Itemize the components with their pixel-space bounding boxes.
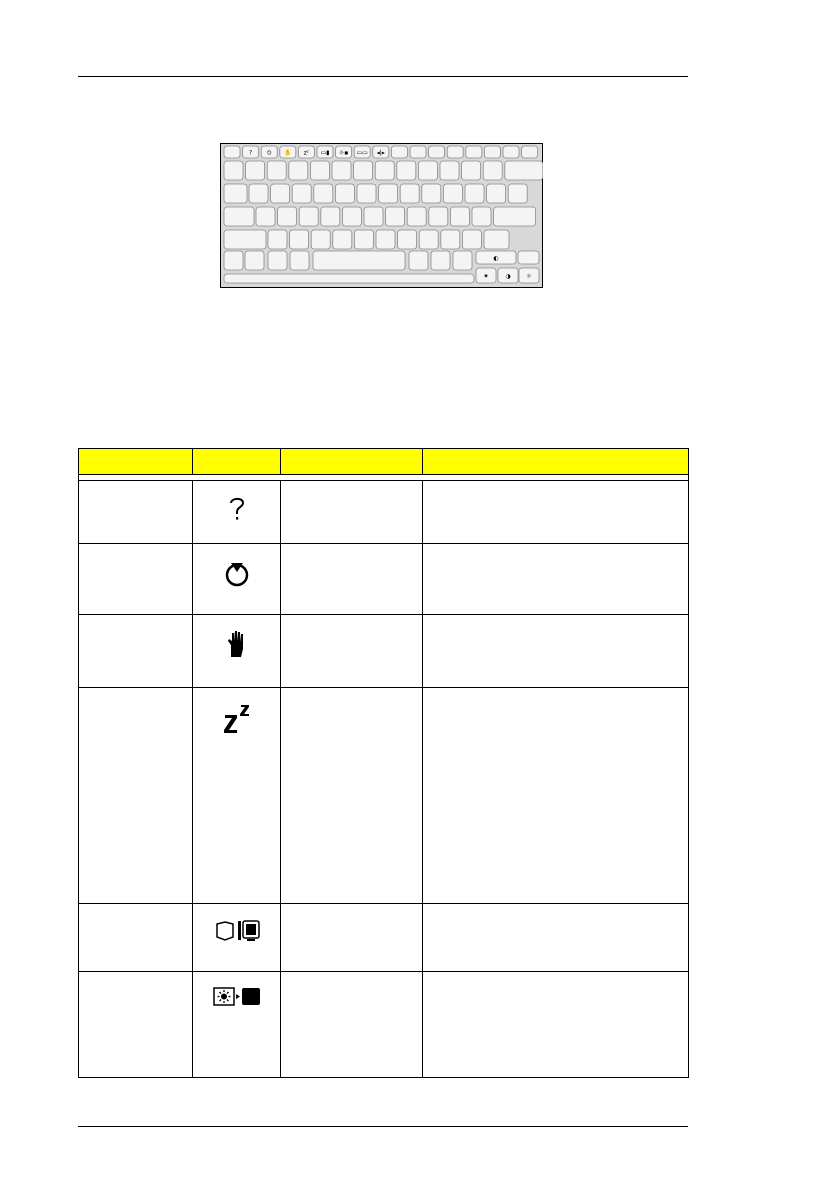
keyboard-key (224, 207, 254, 226)
keyboard-key (224, 251, 243, 270)
key-label: ✋ (284, 149, 292, 157)
keyboard-key (429, 207, 448, 226)
keyboard-key (290, 251, 309, 270)
keyboard-key (354, 230, 373, 249)
icon-cell (193, 615, 281, 688)
feature-cell (281, 904, 423, 972)
icon-cell (193, 481, 281, 544)
keyboard-key (429, 146, 445, 158)
keyboard-key (494, 207, 536, 226)
keyboard-key (484, 230, 509, 249)
keyboard-key (267, 161, 286, 180)
hotkey-cell (79, 544, 193, 615)
keyboard-key (310, 161, 329, 180)
screen-blank-icon (213, 986, 261, 1013)
keyboard-key (256, 207, 275, 226)
hotkey-cell (79, 904, 193, 972)
feature-cell (281, 481, 423, 544)
keyboard-key (410, 146, 426, 158)
hotkey-cell (79, 615, 193, 688)
keyboard-key (249, 184, 268, 203)
keyboard-key (422, 184, 441, 203)
description-cell (423, 481, 689, 544)
keyboard-key (503, 146, 519, 158)
header-cell (193, 449, 281, 475)
keyboard-key (332, 161, 351, 180)
keyboard-key (224, 146, 240, 158)
keyboard-key (278, 207, 297, 226)
header-cell (423, 449, 689, 475)
keyboard-key (364, 207, 383, 226)
key-label: ? (249, 149, 253, 157)
keyboard-key (391, 146, 407, 158)
key-label: ◑ (505, 273, 511, 280)
keyboard-key (289, 161, 308, 180)
keyboard-key (440, 161, 459, 180)
keyboard-key (447, 146, 463, 158)
table-row (79, 615, 689, 688)
keyboard-key (472, 207, 491, 226)
keyboard-figure (220, 143, 543, 288)
table-row (79, 904, 689, 972)
keyboard-key (299, 207, 318, 226)
keyboard-key (386, 207, 405, 226)
keyboard-key (357, 184, 376, 203)
keyboard-key (441, 230, 460, 249)
key-label: zᶻ (303, 149, 310, 157)
help-question-icon (227, 495, 247, 528)
keyboard-key (333, 230, 352, 249)
keyboard-key (224, 274, 474, 283)
keyboard-key (522, 146, 538, 158)
key-label: ☼▪ (338, 149, 349, 157)
keyboard-key (342, 207, 361, 226)
keyboard-key (419, 230, 438, 249)
icon-cell (193, 972, 281, 1078)
table-header-row (79, 449, 689, 475)
keyboard-key (505, 161, 543, 180)
description-cell (423, 615, 689, 688)
feature-cell (281, 615, 423, 688)
hotkey-cell (79, 481, 193, 544)
keyboard-key (271, 184, 290, 203)
description-cell (423, 544, 689, 615)
footer-rule (78, 1126, 688, 1127)
keyboard-key (246, 161, 265, 180)
keyboard-key (379, 184, 398, 203)
keyboard-key (292, 184, 311, 203)
keyboard-key (483, 161, 502, 180)
table-row (79, 688, 689, 904)
key-label: ✷ (483, 273, 489, 280)
hotkey-cell (79, 972, 193, 1078)
keyboard-key (398, 230, 417, 249)
keyboard-key (418, 161, 437, 180)
keyboard-key (313, 251, 405, 270)
header-cell (79, 449, 193, 475)
icon-cell (193, 904, 281, 972)
keyboard-key (335, 184, 354, 203)
keyboard-key (397, 161, 416, 180)
table-row (79, 544, 689, 615)
keyboard-key (268, 251, 287, 270)
keyboard-key (453, 251, 472, 270)
keyboard-key (462, 230, 481, 249)
keyboard-key (224, 230, 266, 249)
header-cell (281, 449, 423, 475)
keyboard-key (484, 146, 500, 158)
power-timer-icon (223, 558, 251, 593)
key-label: ⏲ (266, 149, 272, 157)
keyboard-key (245, 251, 264, 270)
keyboard-key (431, 251, 450, 270)
table-row (79, 972, 689, 1078)
icon-cell (193, 544, 281, 615)
keyboard-key (487, 184, 506, 203)
icon-cell (193, 688, 281, 904)
feature-cell (281, 544, 423, 615)
keyboard-key (224, 184, 247, 203)
key-label: ◐ (493, 255, 499, 262)
keyboard-key (375, 161, 394, 180)
keyboard-key (314, 184, 333, 203)
keyboard-key (354, 161, 373, 180)
keyboard-key (290, 230, 309, 249)
keyboard-key (518, 251, 539, 264)
keyboard-key (400, 184, 419, 203)
keyboard-key (462, 161, 481, 180)
feature-cell (281, 972, 423, 1078)
keyboard-key (409, 251, 428, 270)
keyboard-key (466, 146, 482, 158)
keyboard-key (311, 230, 330, 249)
keyboard-key (443, 184, 462, 203)
key-label: ◂|▸ (376, 149, 385, 157)
hand-stop-icon (224, 629, 250, 664)
keyboard-key (407, 207, 426, 226)
key-label: ▭▭ (356, 149, 368, 157)
key-label: ▭▮ (320, 149, 330, 157)
keyboard-illustration (220, 143, 543, 288)
hotkey-cell (79, 688, 193, 904)
hotkey-table (78, 448, 689, 1078)
key-label: ☼ (526, 273, 532, 280)
keyboard-key (465, 184, 484, 203)
keyboard-key (450, 207, 469, 226)
keyboard-key (321, 207, 340, 226)
display-toggle-icon (213, 918, 261, 949)
header-rule (78, 76, 688, 77)
description-cell (423, 972, 689, 1078)
table-row (79, 481, 689, 544)
keyboard-key (508, 184, 527, 203)
keyboard-key (268, 230, 287, 249)
description-cell (423, 904, 689, 972)
sleep-zz-icon (222, 702, 252, 739)
keyboard-key (376, 230, 395, 249)
keyboard-key (224, 161, 243, 180)
description-cell (423, 688, 689, 904)
feature-cell (281, 688, 423, 904)
